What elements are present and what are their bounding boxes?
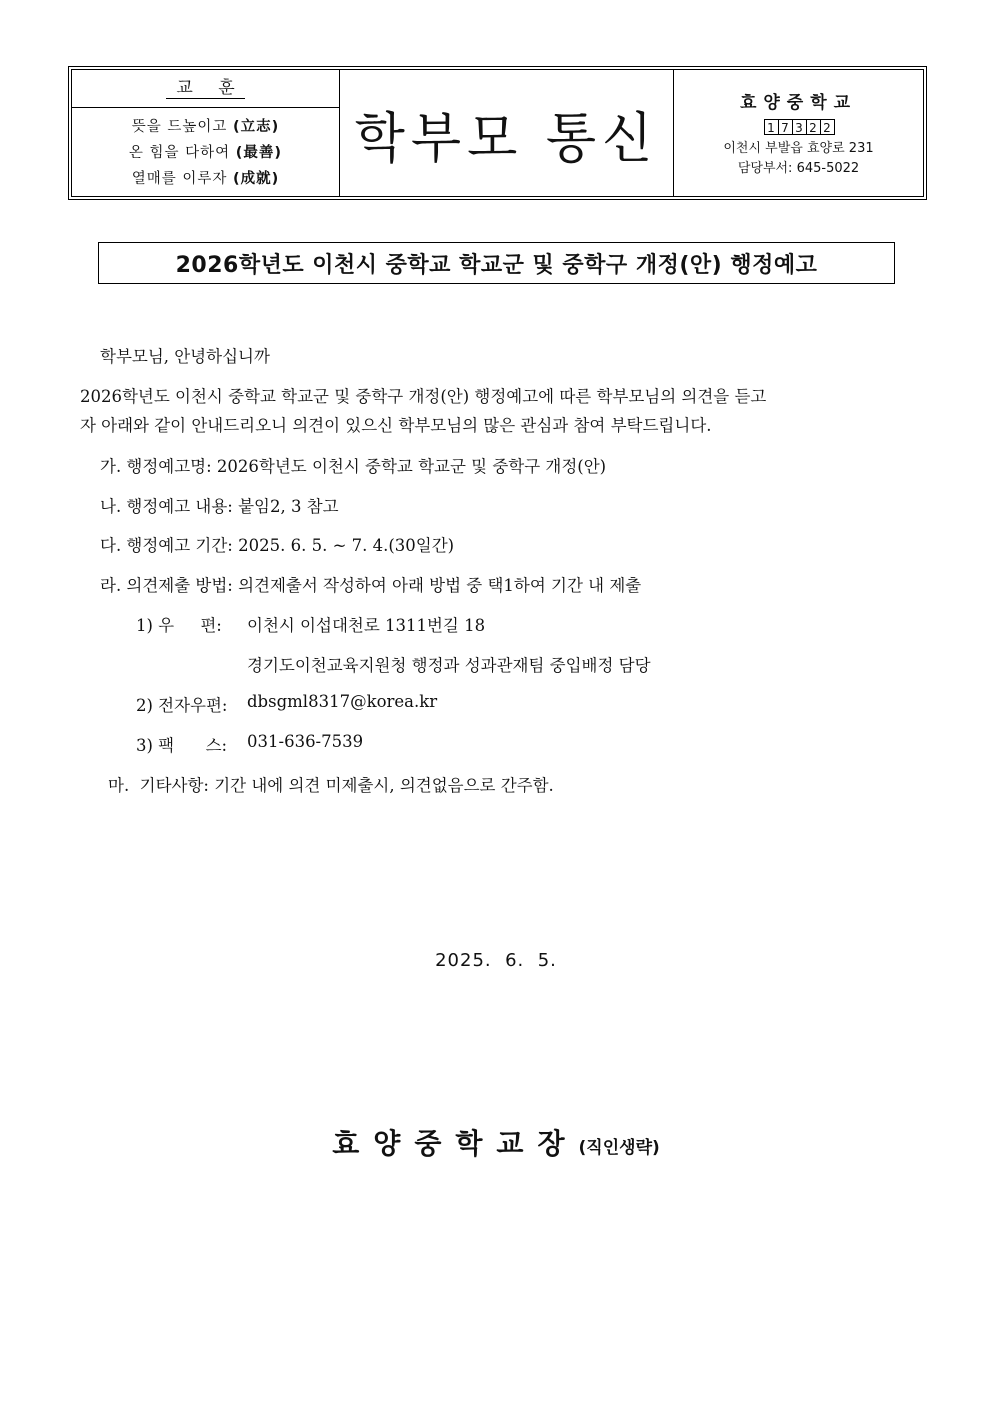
item-ma: 마. 기타사항: 기간 내에 의견 미제출시, 의견없음으로 간주함.: [108, 776, 554, 795]
school-info-box: [674, 70, 923, 196]
fax-number: 031-636-7539: [247, 732, 364, 751]
motto-line: 뜻을 드높이고 (立志): [131, 118, 280, 135]
motto-line: 열매를 이루자 (成就): [131, 170, 280, 187]
postal-code: [764, 119, 834, 135]
item-na: 나. 행정예고 내용: 붙임2, 3 참고: [100, 497, 339, 516]
motto-lines: [72, 108, 339, 196]
motto-title: 교 훈: [166, 78, 244, 99]
sub-item-label: 1) 우 편:: [136, 616, 222, 635]
school-address: 이천시 부발읍 효양로 231: [723, 140, 874, 156]
email-address: dbsgml8317@korea.kr: [247, 692, 438, 711]
postal-digit: 7: [778, 119, 793, 135]
item-da: 다. 행정예고 기간: 2025. 6. 5. ~ 7. 4.(30일간): [100, 536, 455, 555]
intro-line: 자 아래와 같이 안내드리오니 의견이 있으신 학부모님의 많은 관심과 참여 부탁드립니다.: [80, 416, 712, 435]
signature: [0, 1122, 992, 1162]
newsletter-header: [71, 69, 924, 197]
sub-item-label: 2) 전자우편:: [136, 696, 228, 715]
sub-item-value: 이천시 이섭대천로 1311번길 18: [247, 616, 486, 635]
sub-item-value: 경기도이천교육지원청 행정과 성과관재팀 중입배정 담당: [247, 656, 651, 675]
publication-title: 학부모 통신: [354, 107, 659, 171]
school-contact: 담당부서: 645-5022: [737, 160, 860, 176]
school-name: 효양중학교: [739, 92, 858, 113]
postal-digit: 2: [806, 119, 821, 135]
greeting: 학부모님, 안녕하십니까: [100, 347, 270, 366]
motto-heading: [72, 70, 339, 108]
publication-title-box: [340, 70, 674, 196]
item-ra: 라. 의견제출 방법: 의견제출서 작성하여 아래 방법 중 택1하여 기간 내 제출: [100, 576, 642, 595]
sub-item-label: 3) 팩 스:: [136, 736, 228, 755]
postal-digit: 1: [764, 119, 779, 135]
school-motto-box: [72, 70, 340, 196]
issue-date: 2025. 6. 5.: [435, 950, 557, 971]
intro-line: 2026학년도 이천시 중학교 학교군 및 중학구 개정(안) 행정예고에 따른 학부모님의 의견을 듣고: [80, 387, 767, 406]
motto-line: 온 힘을 다하여 (最善): [128, 144, 283, 161]
signature-note: (직인생략): [578, 1138, 660, 1158]
item-ga: 가. 행정예고명: 2026학년도 이천시 중학교 학교군 및 중학구 개정(안): [100, 457, 607, 476]
postal-digit: 2: [820, 119, 835, 135]
notice-title: 2026학년도 이천시 중학교 학교군 및 중학구 개정(안) 행정예고: [98, 242, 895, 284]
signature-name: 효양중학교장: [332, 1127, 579, 1160]
postal-digit: 3: [792, 119, 807, 135]
